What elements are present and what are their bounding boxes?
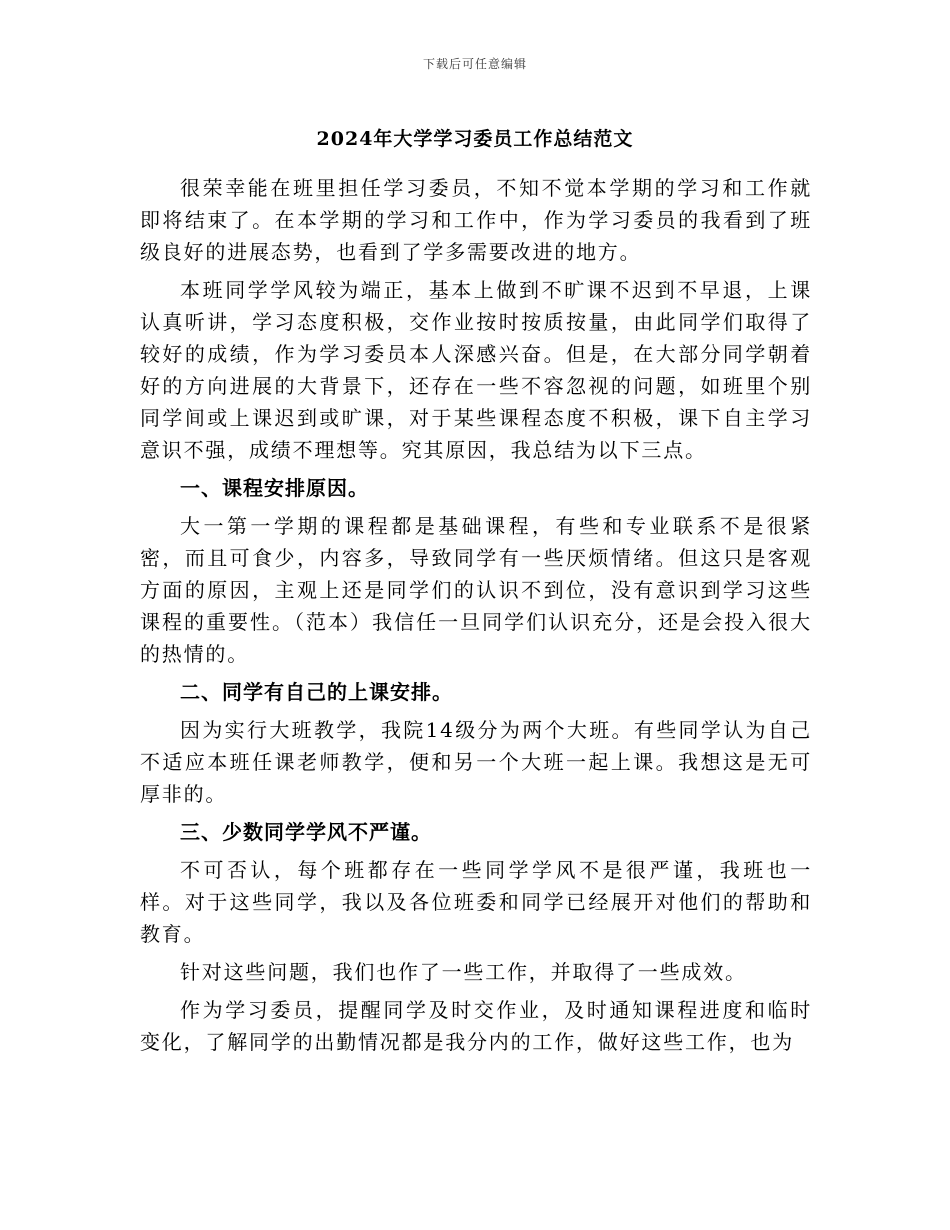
section-heading: 三、少数同学学风不严谨。 <box>180 820 432 844</box>
body-paragraph: 作为学习委员，提醒同学及时交作业，及时通知课程进度和临时变化，了解同学的出勤情况都是我分内的工作，做好这些工作，也为 <box>140 998 812 1054</box>
section-heading: 一、课程安排原因。 <box>180 476 369 500</box>
document-title: 2024年大学学习委员工作总结范文 <box>316 128 634 150</box>
body-paragraph: 针对这些问题，我们也作了一些工作，并取得了一些成效。 <box>180 960 747 984</box>
body-paragraph: 大一第一学期的课程都是基础课程，有些和专业联系不是很紧密，而且可食少，内容多，导致同学有一些厌烦情绪。但这只是客观方面的原因，主观上还是同学们的认识不到位，没有意识到学习这些课程的重要性。（范本）我信任一旦同学们认识充分，还是会投入很大的热情的。 <box>140 514 812 666</box>
body-paragraph: 本班同学学风较为端正，基本上做到不旷课不迟到不早退，上课认真听讲，学习态度积极，交作业按时按质按量，由此同学们取得了较好的成绩，作为学习委员本人深感兴奋。但是，在大部分同学朝着好的方向进展的大背景下，还存在一些不容忽视的问题，如班里个别同学间或上课迟到或旷课，对于某些课程态度不积极，课下自主学习意识不强，成绩不理想等。究其原因，我总结为以下三点。 <box>140 278 812 462</box>
document-body <box>140 172 812 1064</box>
body-paragraph: 因为实行大班教学，我院14级分为两个大班。有些同学认为自己不适应本班任课老师教学，便和另一个大班一起上课。我想这是无可厚非的。 <box>140 718 812 806</box>
page-header-note: 下载后可任意编辑 <box>422 57 527 71</box>
body-paragraph: 不可否认，每个班都存在一些同学学风不是很严谨，我班也一样。对于这些同学，我以及各位班委和同学已经展开对他们的帮助和教育。 <box>140 858 812 946</box>
body-paragraph: 很荣幸能在班里担任学习委员，不知不觉本学期的学习和工作就即将结束了。在本学期的学习和工作中，作为学习委员的我看到了班级良好的进展态势，也看到了学多需要改进的地方。 <box>140 176 812 264</box>
section-heading: 二、同学有自己的上课安排。 <box>180 680 453 704</box>
